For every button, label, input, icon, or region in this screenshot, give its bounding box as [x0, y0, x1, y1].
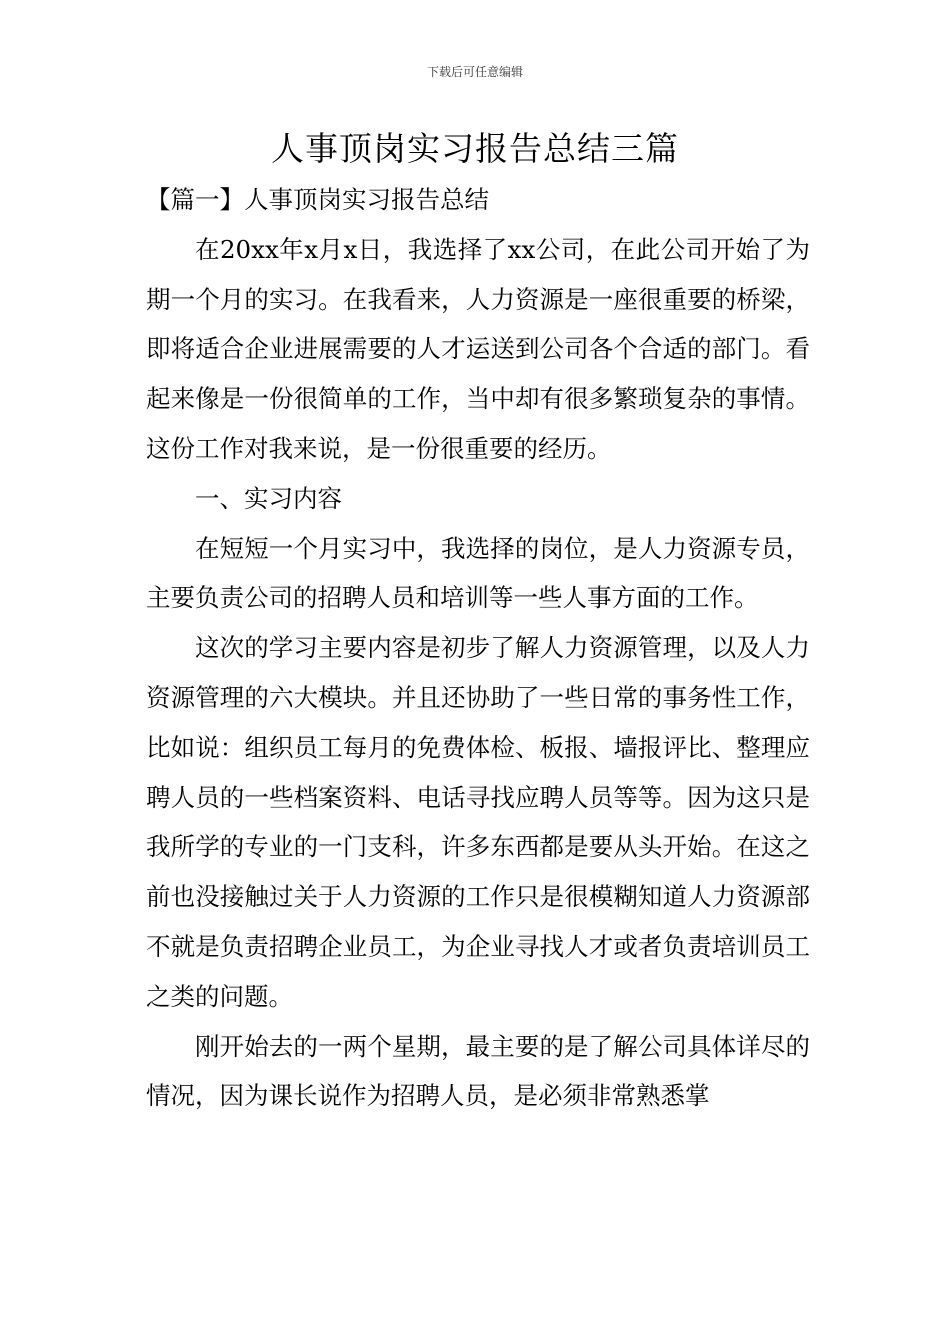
- page-header-note: 下载后可任意编辑: [426, 65, 523, 79]
- document-title: 人事顶岗实习报告总结三篇: [271, 129, 679, 168]
- paragraph-learning-content: 这次的学习主要内容是初步了解人力资源管理，以及人力资源管理的六大模块。并且还协助了一些日常的事务性工作，比如说：组织员工每月的免费体检、板报、墙报评比、整理应聘人员的一些档案资料、电话寻找应聘人员等等。因为这只是我所学的专业的一门支科，许多东西都是要从头开始。在这之前也没接触过关于人力资源的工作只是很模糊知道人力资源部不就是负责招聘企业员工，为企业寻找人才或者负责培训员工之类的问题。: [146, 633, 810, 1011]
- document-body: [146, 175, 810, 1121]
- section-heading: 【篇一】人事顶岗实习报告总结: [146, 185, 489, 214]
- paragraph-first-weeks: 刚开始去的一两个星期，最主要的是了解公司具体详尽的情况，因为课长说作为招聘人员，是必须非常熟悉掌: [146, 1031, 810, 1111]
- paragraph-intro: 在20xx年x月x日，我选择了xx公司，在此公司开始了为期一个月的实习。在我看来，人力资源是一座很重要的桥梁，即将适合企业进展需要的人才运送到公司各个合适的部门。看起来像是一份很简单的工作，当中却有很多繁琐复杂的事情。这份工作对我来说，是一份很重要的经历。: [146, 234, 810, 463]
- paragraph-position: 在短短一个月实习中，我选择的岗位，是人力资源专员，主要负责公司的招聘人员和培训等一些人事方面的工作。: [146, 533, 810, 613]
- subheading-internship-content: 一、实习内容: [195, 483, 342, 513]
